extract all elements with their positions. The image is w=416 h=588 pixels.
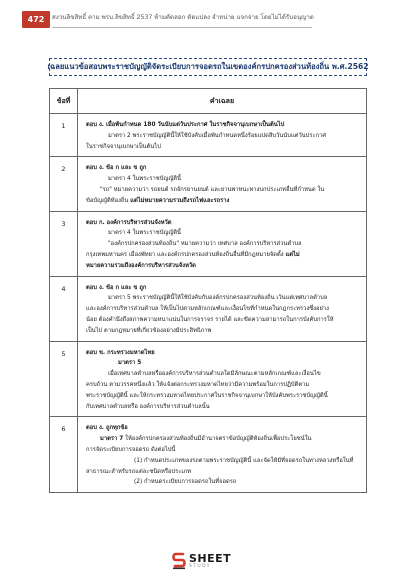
explanation-line: มาตรา 4 ในพระราชบัญญัตินี้	[108, 176, 182, 183]
question-number: 1	[50, 114, 78, 157]
answer-table	[49, 88, 367, 493]
header-divider	[52, 27, 312, 28]
table-header-row	[50, 89, 367, 114]
answer-explanation	[78, 211, 367, 276]
question-number: 2	[50, 157, 78, 211]
copyright-notice: สงวนลิขสิทธิ์ ตาม พรบ.ลิขสิทธิ์ 2537 ห้ามคัดลอก ดัดแปลง จำหน่าย แจกจ่าย โดยไม่ได้รับอนุญาต	[52, 14, 314, 21]
column-header-number: ข้อที่	[50, 89, 78, 114]
answer-rows	[50, 114, 367, 493]
explanation-line: มาตรา 4 ในพระราชบัญญัตินี้	[108, 230, 182, 237]
explanation-line: กับเทศบาลตำบลหรือ องค์การบริหารส่วนตำบลนั้น	[86, 403, 210, 410]
explanation-line: กรุงเทพมหานคร เมืองพัทยา และองค์กรปกครองส่วนท้องถิ่นอื่นที่มีกฎหมายจัดตั้ง แต่ไม่	[86, 251, 300, 258]
explanation-line: (1) กำหนดประเภทของรถตามพระราชบัญญัตินี้ และจัดให้มีที่จอดรถในทางหลวงหรือในที่	[134, 457, 354, 464]
table-row	[50, 276, 367, 341]
explanation-line: มาตรา 2 พระราชบัญญัตินี้ให้ใช้บังคับเมื่อพ้นกำหนดหนึ่งร้อยแปดสิบวันนับแต่วันประกาศ	[108, 132, 327, 139]
document-title: เฉลยแนวข้อสอบพระราชบัญญัติจัดระเบียบการจอดรถในเขตองค์กรปกครองส่วนท้องถิ่น พ.ศ.2562	[49, 58, 367, 76]
logo-name: SHEET	[189, 551, 232, 565]
table-row	[50, 341, 367, 417]
answer-choice: ตอบ ง. ข้อ ก และ ข ถูก	[86, 284, 147, 291]
explanation-line: การจัดระเบียบการจอดรถ ดังต่อไปนี้	[86, 446, 176, 453]
explanation-line: พระราชบัญญัตินี้ และให้กระทรวงมหาดไทยประกาศในราชกิจจานุเบกษาให้บังคับพระราชบัญญัตินี้	[86, 392, 328, 399]
question-number: 6	[50, 417, 78, 493]
answer-explanation	[78, 276, 367, 341]
table-row	[50, 211, 367, 276]
explanation-line: มาตรา 7 ให้องค์กรปกครองส่วนท้องถิ่นมีอำนาจตราข้อบัญญัติท้องถิ่นเพื่อประโยชน์ใน	[100, 436, 312, 443]
explanation-line: มาตรา 5 พระราชบัญญัตินี้ให้ใช้บังคับกับองค์กรปกครองส่วนท้องถิ่น เว้นแต่เทศบาลตำบล	[108, 295, 328, 302]
column-header-answer: คำเฉลย	[78, 89, 367, 114]
answer-choice: ตอบ ก. องค์การบริหารส่วนจังหวัด	[86, 219, 172, 226]
explanation-line: (2) กำหนดระเบียบการจอดรถในที่จอดรถ	[134, 479, 237, 486]
explanation-line: หมายความรวมถึงองค์การบริหารส่วนจังหวัด	[86, 262, 196, 269]
question-number: 5	[50, 341, 78, 417]
sheet-logo	[172, 552, 231, 570]
sheet-logo-icon	[172, 552, 186, 570]
answer-explanation	[78, 417, 367, 493]
answer-explanation	[78, 157, 367, 211]
explanation-line: มาตรา 5	[118, 360, 142, 367]
emphasis-text: แต่ไม่	[285, 251, 300, 258]
answer-choice: ตอบ ง. เมื่อพ้นกำหนด 180 วันนับแต่วันประกาศ ในราชกิจจานุเบกษาเป็นต้นไป	[86, 122, 285, 128]
explanation-line: "รถ" หมายความว่า รถยนต์ รถจักรยานยนต์ และยานพาหนะทางบกประเภทอื่นที่กำหนด ใน	[100, 186, 325, 193]
answer-choice: ตอบ ข. กระทรวงมหาดไทย	[86, 349, 155, 356]
answer-choice: ตอบ ง. ถูกทุกข้อ	[86, 425, 128, 432]
explanation-line: และองค์การบริหารส่วนตำบล ให้เป็นไปตามหลักเกณฑ์และเงื่อนไขที่กำหนดในกฎกระทรวงซึ่งอย่าง	[86, 306, 329, 313]
logo-tagline: STUDY	[189, 563, 211, 569]
explanation-line: น้อย ต้องคำนึงถึงสภาพความหนาแน่นในการจราจร รายได้ และขีดความสามารถในการบังคับการให้	[86, 316, 334, 323]
explanation-line: ในราชกิจจานุเบกษาเป็นต้นไป	[86, 143, 161, 150]
answer-explanation	[78, 114, 367, 157]
explanation-line: สาธารณะสำหรับรถแต่ละชนิดหรือประเภท	[86, 468, 191, 475]
table-row	[50, 114, 367, 157]
table-row	[50, 157, 367, 211]
explanation-line: "องค์กรปกครองส่วนท้องถิ่น" หมายความว่า เทศบาล องค์การบริหารส่วนตำบล	[108, 241, 302, 248]
explanation-line: เป็นไป ตามกฎหมายที่เกี่ยวข้องอย่างมีประสิทธิภาพ	[86, 327, 212, 334]
emphasis-text: มาตรา 7	[100, 436, 124, 443]
page-number-badge: 472	[22, 11, 50, 28]
answer-choice: ตอบ ง. ข้อ ก และ ข ถูก	[86, 165, 147, 172]
emphasis-text: แต่ไม่หมายความรวมถึงรถไฟและรถราง	[130, 197, 230, 204]
explanation-line: ข้อบัญญัติท้องถิ่น แต่ไม่หมายความรวมถึงรถไฟและรถราง	[86, 197, 230, 204]
explanation-line: ครบถ้วน ตามวรรคหนึ่งแล้ว ให้แจ้งต่อกระทรวงมหาดไทยว่ามีความพร้อมในการปฏิบัติตาม	[86, 381, 310, 388]
question-number: 3	[50, 211, 78, 276]
explanation-line: เมื่อเทศบาลตำบลหรือองค์การบริหารส่วนตำบลใดมีลักษณะตามหลักเกณฑ์และเงื่อนไข	[108, 371, 321, 378]
question-number: 4	[50, 276, 78, 341]
answer-explanation	[78, 341, 367, 417]
table-row	[50, 417, 367, 493]
